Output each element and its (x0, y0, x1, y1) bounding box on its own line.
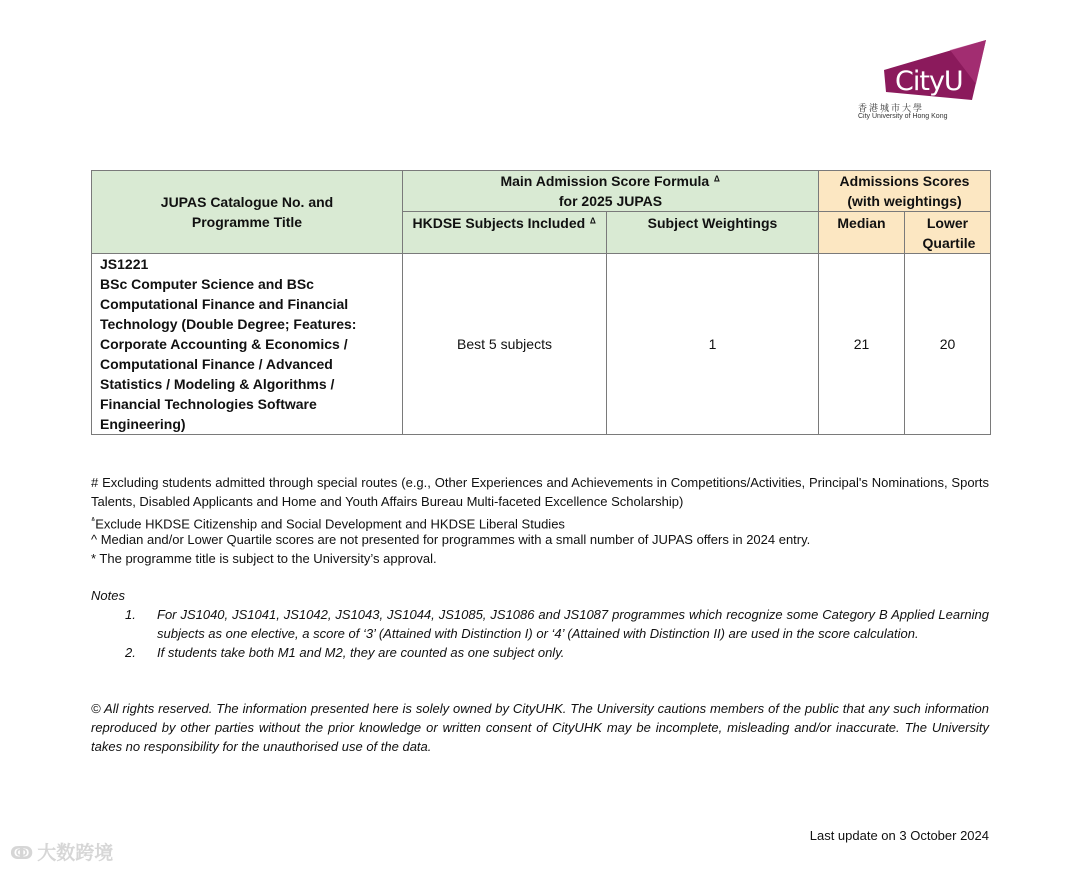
header-scores-group: Admissions Scores (with weightings) (819, 171, 991, 212)
notes-section (91, 586, 989, 662)
programme-title: BSc Computer Science and BSc Computational Finance and Financial Technology (Double Degree; Features: Corporate Accounting & Economics / Computational Finance / Advanced Statistics / Modeling & Algorithms / Financial Technologies Software Engineering) (100, 276, 357, 432)
list-item (91, 605, 989, 643)
subjects-included-cell: Best 5 subjects (403, 254, 607, 435)
programme-cell (92, 254, 403, 435)
watermark (10, 838, 113, 865)
logo-name-en: City University of Hong Kong (858, 113, 948, 120)
list-item (91, 643, 989, 662)
note-number: 1. (125, 607, 136, 622)
header-subject-weightings: Subject Weightings (607, 212, 819, 254)
last-update: Last update on 3 October 2024 (809, 828, 989, 843)
watermark-text: 大数跨境 (37, 843, 114, 864)
header-median: Median (819, 212, 905, 254)
header-programme: JUPAS Catalogue No. and Programme Title (92, 171, 403, 254)
delta-text: Exclude HKDSE Citizenship and Social Development and HKDSE Liberal Studies (95, 516, 565, 532)
header-subjects-included: HKDSE Subjects Included ᐞ (403, 212, 607, 254)
lower-quartile-cell: 20 (905, 254, 991, 435)
table-row (92, 254, 991, 435)
note-text: For JS1040, JS1041, JS1042, JS1043, JS1044, JS1085, JS1086 and JS1087 programmes which recognize some Category B Applied Learning subjects as one elective, a score of ‘3’ (Attained with Distinction I) or ‘4’ (Attained with Distinction II) are used in the score calculation. (157, 607, 989, 641)
note-text: If students take both M1 and M2, they are counted as one subject only. (157, 645, 565, 660)
logo-name-cn: 香港城市大學 (858, 103, 925, 113)
subject-weighting-cell: 1 (607, 254, 819, 435)
programme-code: JS1221 (100, 256, 149, 272)
logo-brand: CityU (895, 66, 963, 97)
admission-score-table (91, 170, 991, 435)
footnote-star: * The programme title is subject to the University’s approval. (91, 551, 437, 566)
watermark-icon: ↂ (10, 843, 34, 863)
note-number: 2. (125, 645, 136, 660)
footnote-hash: # Excluding students admitted through special routes (e.g., Other Experiences and Achievements in Competitions/Activities, Principal's Nominations, Sports Talents, Disabled Applicants and Home and Youth Affairs Bureau Multi-faceted Excellence Scholarship) (91, 475, 989, 509)
header-lower-quartile: Lower Quartile (905, 212, 991, 254)
notes-heading: Notes (91, 588, 125, 603)
median-cell: 21 (819, 254, 905, 435)
delta-mark: ᐞ (91, 516, 96, 525)
header-formula-group: Main Admission Score Formula ᐞ for 2025 JUPAS (403, 171, 819, 212)
copyright-notice: © All rights reserved. The information presented here is solely owned by CityUHK. The University cautions members of the public that any such information reproduced by other parties without the prior knowledge or written consent of CityUHK may be incomplete, misleading and/or inaccurate. The University takes no responsibility for the unauthorised use of the data. (91, 701, 989, 754)
footnote-caret: ^ Median and/or Lower Quartile scores are not presented for programmes with a small number of JUPAS offers in 2024 entry. (91, 532, 811, 547)
cityu-logo (852, 40, 992, 130)
